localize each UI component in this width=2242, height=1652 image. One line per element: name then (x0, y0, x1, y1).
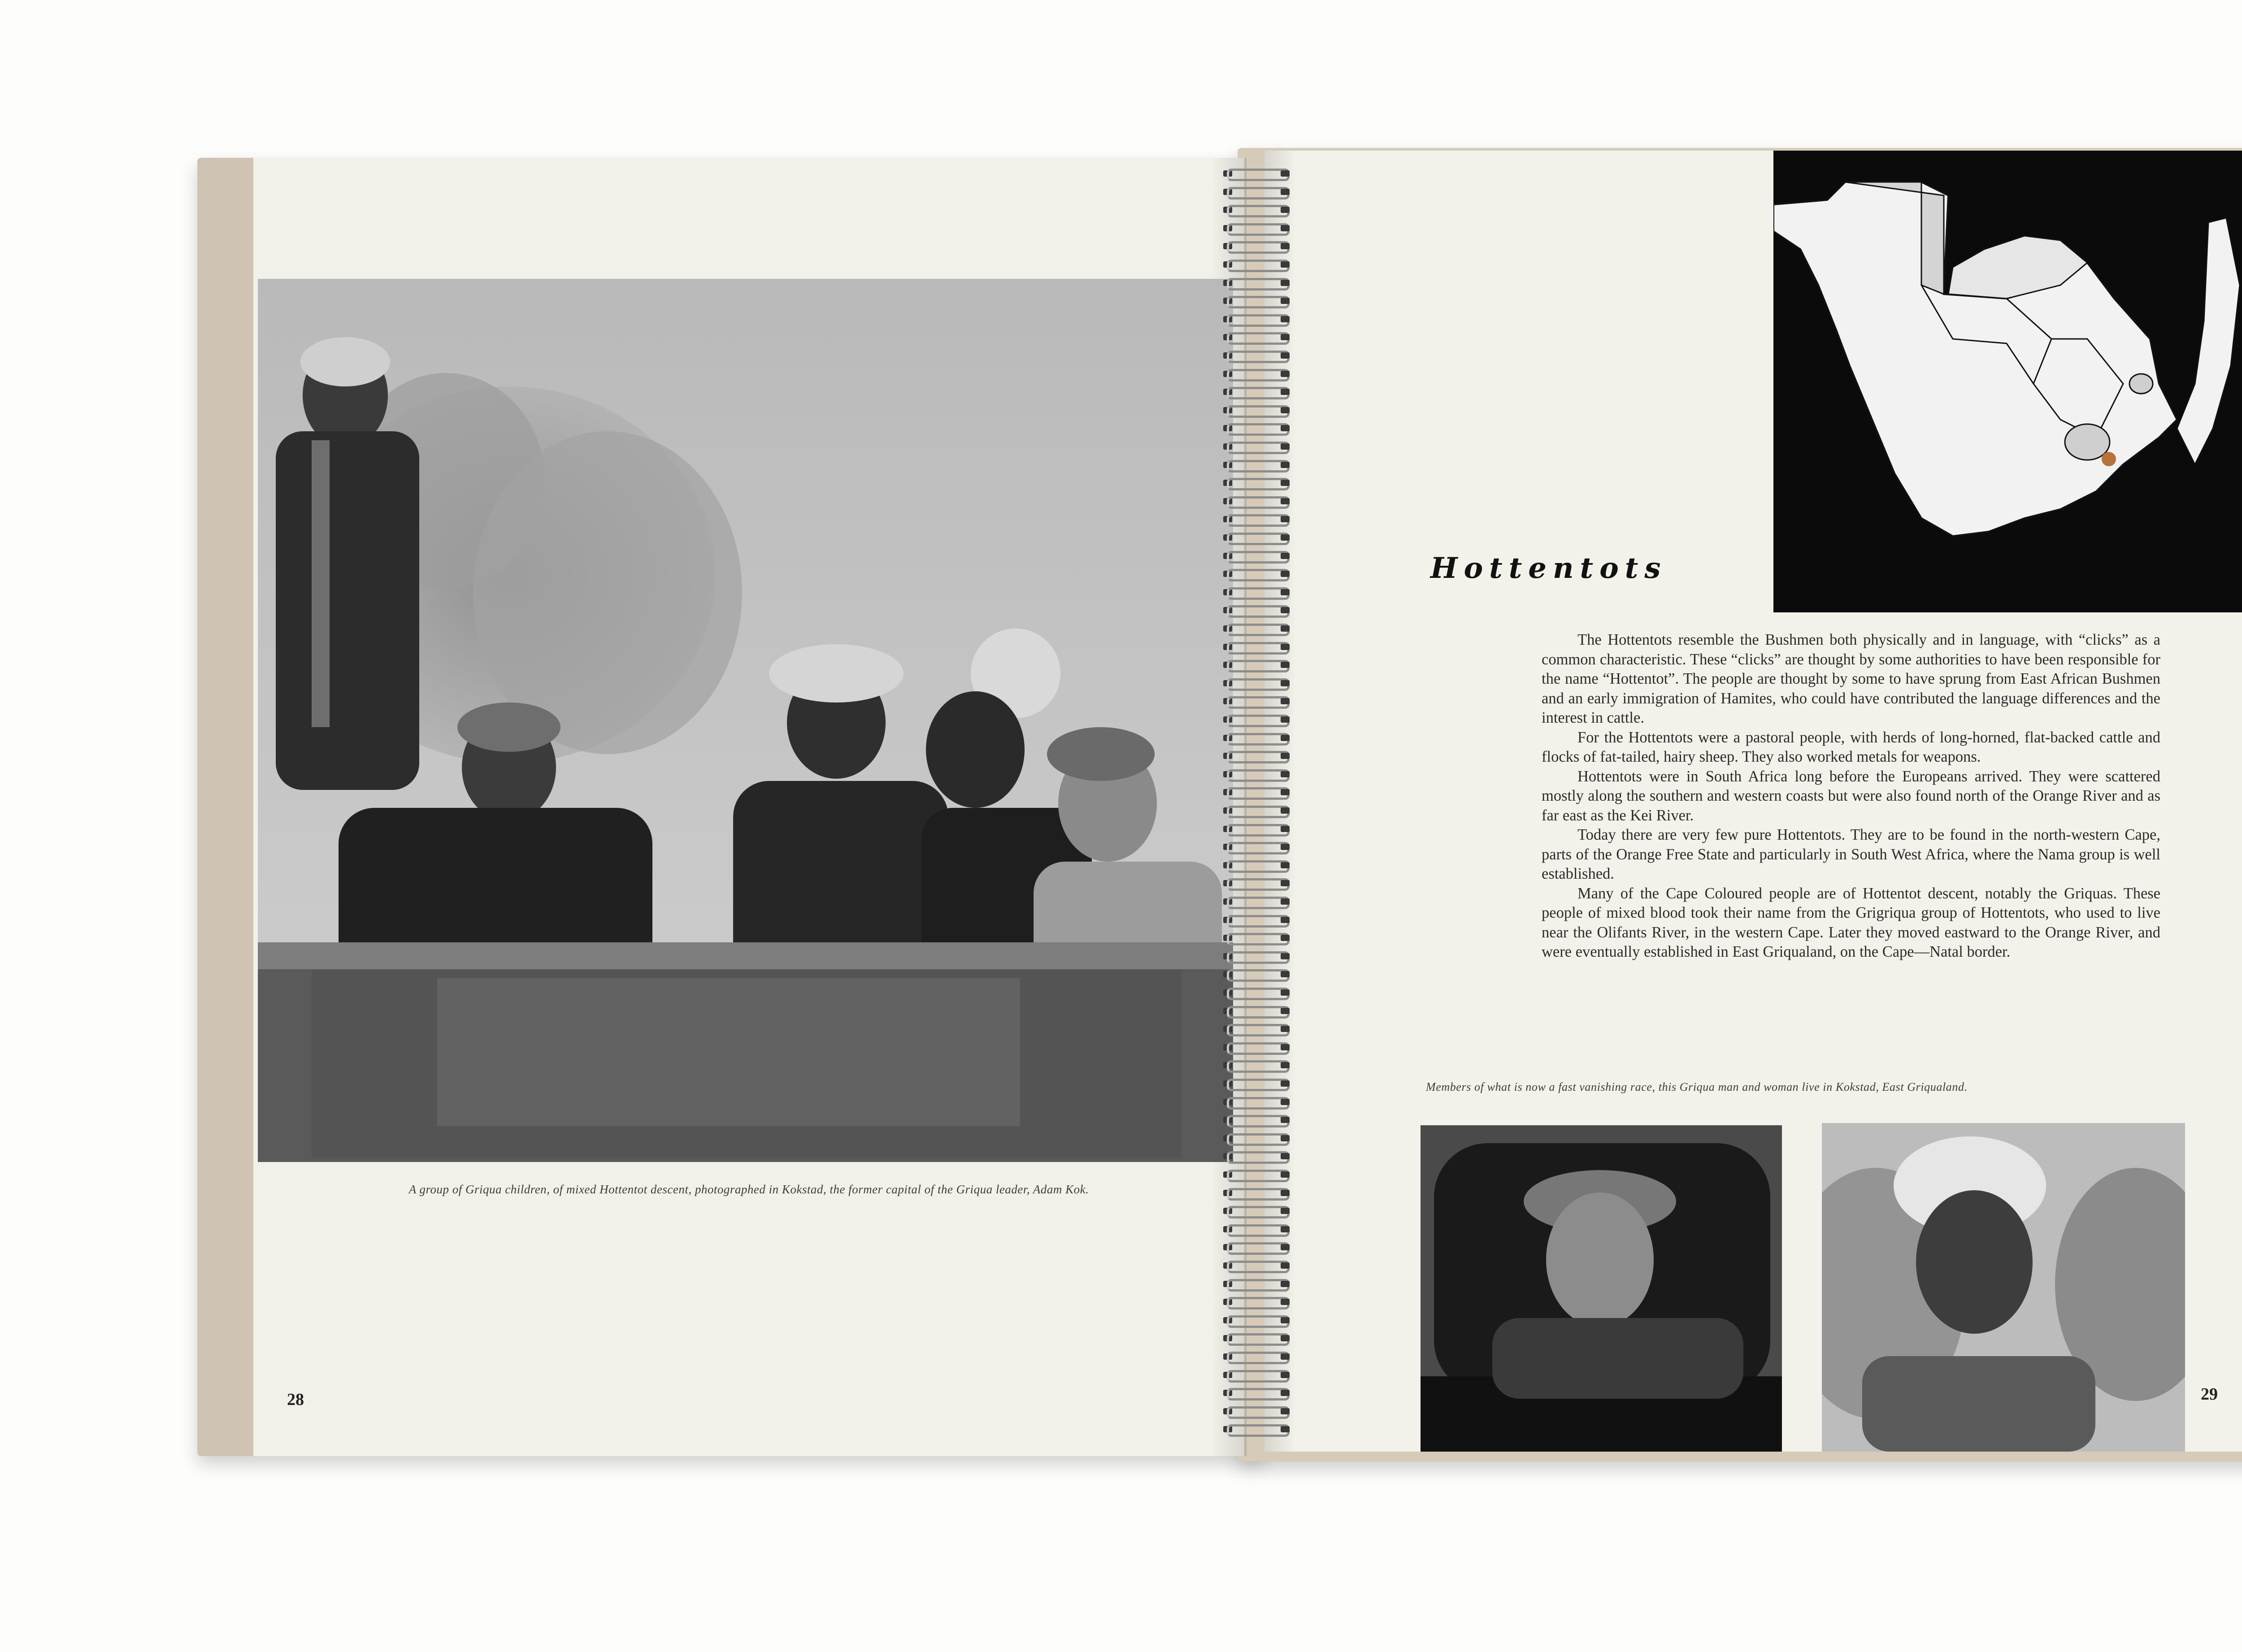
spiral-ring (1223, 785, 1290, 800)
spiral-ring (1223, 403, 1290, 418)
spiral-ring (1223, 384, 1290, 399)
article-body (1542, 630, 2160, 962)
spiral-ring (1223, 985, 1290, 1000)
spiral-ring (1223, 330, 1290, 345)
spiral-ring (1223, 238, 1290, 254)
spiral-ring (1223, 730, 1290, 746)
paragraph-4: Today there are very few pure Hottentots. They are to be found in the north-western Cape, parts of the Orange Free State and particularly in South West Africa, where the Nama group is well established. (1542, 826, 2160, 882)
spiral-ring (1223, 1313, 1290, 1328)
spiral-ring (1223, 530, 1290, 545)
spiral-ring (1223, 949, 1290, 964)
spiral-ring (1223, 694, 1290, 709)
spiral-ring (1223, 1422, 1290, 1437)
spiral-ring (1223, 894, 1290, 909)
spiral-ring (1223, 1112, 1290, 1127)
spiral-ring (1223, 839, 1290, 854)
spiral-ring (1223, 1131, 1290, 1146)
spiral-ring (1223, 1003, 1290, 1019)
page-title: Hottentots (1430, 551, 1667, 585)
spiral-ring (1223, 457, 1290, 473)
spiral-ring (1223, 1294, 1290, 1309)
griqua-children-photo (258, 279, 1233, 1162)
right-photos-caption: Members of what is now a fast vanishing race, this Griqua man and woman live in Kokstad, East Griqualand. (1426, 1080, 1968, 1093)
spiral-ring (1223, 803, 1290, 818)
spiral-ring (1223, 748, 1290, 763)
spiral-ring (1223, 512, 1290, 527)
spiral-ring (1223, 621, 1290, 636)
spiral-ring (1223, 1076, 1290, 1091)
paragraph-5: Many of the Cape Coloured people are of Hottentot descent, notably the Griquas. These people of mixed blood took their name from the Grigriqua group of Hottentots, who used to live near the Olifants River, in the western Cape. Later they moved eastward to the Orange River, and were eventually established in East Griqualand, on the Cape—Natal border. (1542, 885, 2160, 960)
spiral-ring (1223, 967, 1290, 982)
spiral-ring (1223, 166, 1290, 181)
spiral-ring (1223, 657, 1290, 672)
spiral-ring (1223, 1094, 1290, 1110)
spiral-ring (1223, 1222, 1290, 1237)
spiral-ring (1223, 767, 1290, 782)
spiral-binding (1223, 166, 1295, 1457)
spiral-ring (1223, 566, 1290, 581)
paragraph-1: The Hottentots resemble the Bushmen both physically and in language, with “clicks” as a common characteristic. These “clicks” are thought by some authorities to have been responsible for the name “Hottentot”. The people are thought by some to have sprung from East African Bushmen and an early immigration of Hamites, who could have contributed the language differences and the interest in cattle. (1542, 631, 2160, 726)
kokstad-marker (2102, 452, 2116, 466)
spiral-ring (1223, 1385, 1290, 1401)
spiral-ring (1223, 475, 1290, 490)
spiral-ring (1223, 1258, 1290, 1273)
spiral-ring (1223, 1404, 1290, 1419)
spiral-ring (1223, 876, 1290, 891)
spiral-ring (1223, 1040, 1290, 1055)
paragraph-2: For the Hottentots were a pastoral people, with herds of long-horned, flat-backed cattle and flocks of fat-tailed, hairy sheep. They also worked metals for weapons. (1542, 728, 2160, 765)
spiral-ring (1223, 421, 1290, 436)
spiral-ring (1223, 912, 1290, 928)
spiral-ring (1223, 712, 1290, 727)
southern-africa-map (1773, 151, 2242, 612)
spiral-ring (1223, 1058, 1290, 1073)
spiral-ring (1223, 1203, 1290, 1218)
spiral-ring (1223, 1185, 1290, 1201)
page-number-right: 29 (2201, 1385, 2218, 1404)
spiral-ring (1223, 585, 1290, 600)
page-number-left: 28 (287, 1390, 304, 1409)
griqua-woman-photo (1822, 1123, 2185, 1452)
spiral-ring (1223, 1240, 1290, 1255)
spiral-ring (1223, 676, 1290, 691)
spiral-ring (1223, 930, 1290, 945)
spiral-ring (1223, 821, 1290, 837)
spiral-ring (1223, 257, 1290, 272)
spiral-ring (1223, 1276, 1290, 1292)
spiral-ring (1223, 221, 1290, 236)
paragraph-3: Hottentots were in South Africa long before the Europeans arrived. They were scattered mostly along the southern and western coasts but were also found north of the Orange River and as far east as the Kei River. (1542, 767, 2160, 824)
spiral-ring (1223, 639, 1290, 655)
spiral-ring (1223, 1021, 1290, 1036)
spiral-ring (1223, 184, 1290, 199)
spiral-ring (1223, 1331, 1290, 1346)
spiral-ring (1223, 366, 1290, 382)
spiral-ring (1223, 202, 1290, 217)
spiral-ring (1223, 275, 1290, 291)
spiral-ring (1223, 548, 1290, 564)
spiral-ring (1223, 494, 1290, 509)
spiral-ring (1223, 1149, 1290, 1164)
spiral-ring (1223, 312, 1290, 327)
griqua-man-photo (1421, 1125, 1782, 1452)
spiral-ring (1223, 603, 1290, 618)
spiral-ring (1223, 858, 1290, 873)
spiral-ring (1223, 348, 1290, 363)
spiral-ring (1223, 439, 1290, 454)
left-photo-caption: A group of Griqua children, of mixed Hottentot descent, photographed in Kokstad, the former capital of the Griqua leader, Adam Kok. (408, 1183, 1089, 1196)
spiral-ring (1223, 1167, 1290, 1182)
spiral-ring (1223, 293, 1290, 308)
spiral-ring (1223, 1349, 1290, 1364)
spiral-ring (1223, 1367, 1290, 1383)
